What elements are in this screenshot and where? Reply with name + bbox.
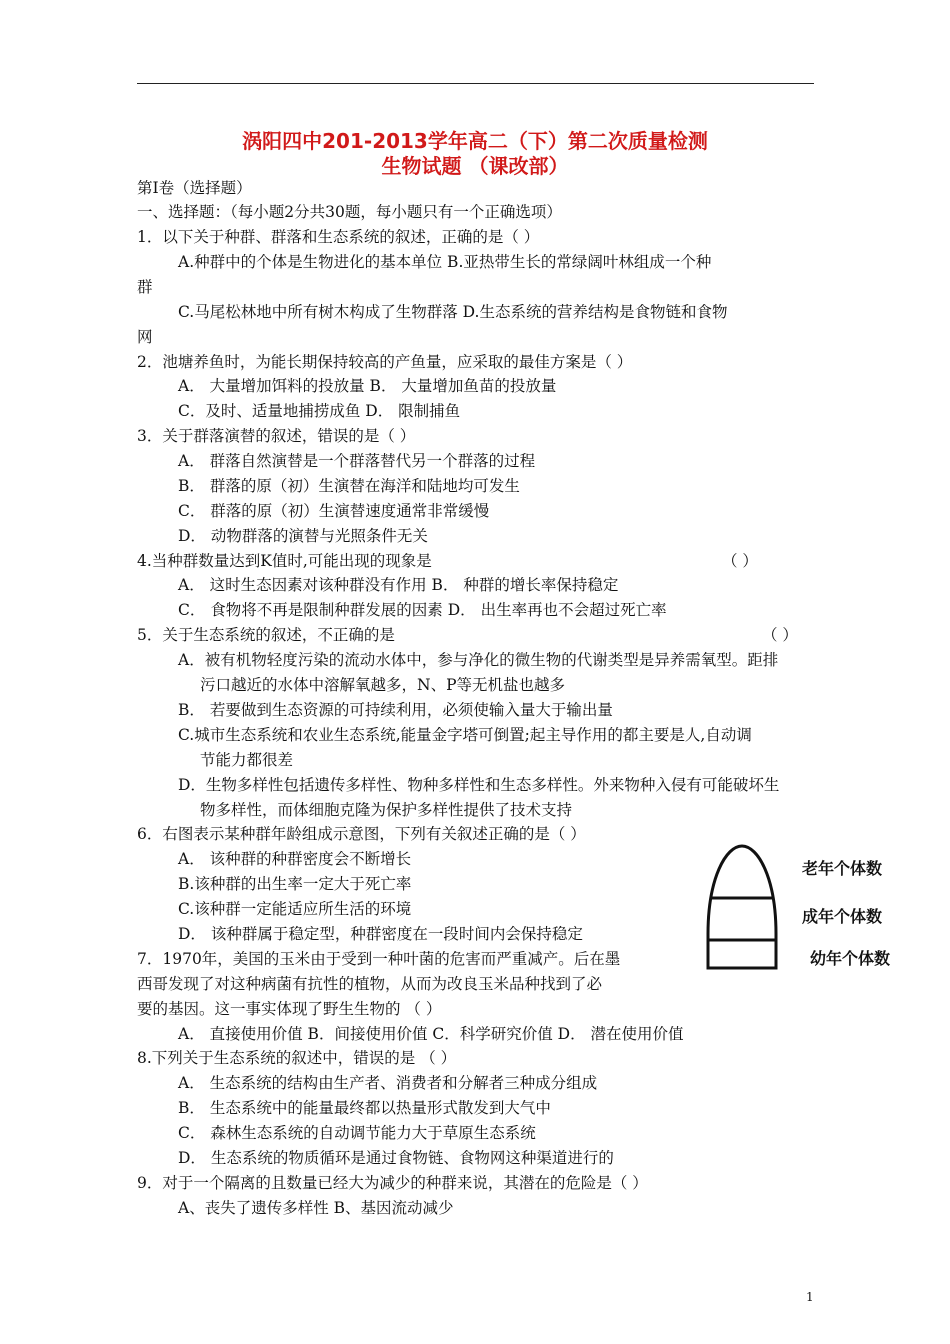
q4-stem: 4.当种群数量达到K值时,可能出现的现象是: [137, 552, 432, 570]
q9-options-ab: A、丧失了遗传多样性 B、基因流动减少: [178, 1199, 454, 1217]
q2-options-cd: C．及时、适量地捕捞成鱼 D． 限制捕鱼: [178, 402, 461, 420]
q6-option-b: B.该种群的出生率一定大于死亡率: [178, 875, 412, 893]
q4-bracket: （ ）: [722, 552, 758, 570]
q5-option-c-2: 节能力都很差: [200, 751, 294, 769]
q7-line-1: 7．1970年，美国的玉米由于受到一种叶菌的危害而严重减产。后在墨: [137, 950, 621, 968]
q5-option-b: B． 若要做到生态资源的可持续利用，必须使输入量大于输出量: [178, 701, 613, 719]
q1-options-ab: A.种群中的个体是生物进化的基本单位 B.亚热带生长的常绿阔叶林组成一个种: [178, 253, 712, 271]
header-rule: [137, 83, 814, 84]
q3-stem: 3．关于群落演替的叙述，错误的是（ ）: [137, 427, 416, 445]
q1-options-cd: C.马尾松林地中所有树木构成了生物群落 D.生态系统的营养结构是食物链和食物: [178, 303, 728, 321]
age-pyramid-diagram: [680, 838, 895, 978]
title-line-2: 生物试题 （课改部）: [381, 154, 569, 178]
q4-options-ab: A． 这时生态因素对该种群没有作用 B． 种群的增长率保持稳定: [178, 576, 619, 594]
part-header: 一、选择题：（每小题2分共30题，每小题只有一个正确选项）: [137, 203, 562, 221]
q6-stem: 6．右图表示某种群年龄组成示意图，下列有关叙述正确的是（ ）: [137, 825, 586, 843]
q8-stem: 8.下列关于生态系统的叙述中，错误的是 （ ）: [137, 1049, 457, 1067]
q3-option-b: B． 群落的原（初）生演替在海洋和陆地均可发生: [178, 477, 520, 495]
q2-options-ab: A． 大量增加饵料的投放量 B． 大量增加鱼苗的投放量: [178, 377, 557, 395]
q7-options: A． 直接使用价值 B．间接使用价值 C．科学研究价值 D． 潜在使用价值: [178, 1025, 684, 1043]
q8-option-d: D． 生态系统的物质循环是通过食物链、食物网这种渠道进行的: [178, 1149, 614, 1167]
q3-option-d: D． 动物群落的演替与光照条件无关: [178, 527, 428, 545]
q5-option-a-2: 污口越近的水体中溶解氧越多，N、P等无机盐也越多: [200, 676, 565, 694]
q7-line-3: 要的基因。这一事实体现了野生生物的 （ ）: [137, 1000, 442, 1018]
q7-line-2: 西哥发现了对这种病菌有抗性的植物，从而为改良玉米品种找到了必: [137, 975, 603, 993]
q4-options-cd: C． 食物将不再是限制种群发展的因素 D． 出生率再也不会超过死亡率: [178, 601, 667, 619]
q6-option-d: D． 该种群属于稳定型，种群密度在一段时间内会保持稳定: [178, 925, 583, 943]
section-heading: 第Ⅰ卷（选择题）: [137, 179, 252, 197]
q8-option-c: C． 森林生态系统的自动调节能力大于草原生态系统: [178, 1124, 536, 1142]
age-pyramid-figure: [680, 838, 895, 978]
label-old: 老年个体数: [802, 859, 883, 878]
q9-stem: 9．对于一个隔离的且数量已经大为减少的种群来说，其潜在的危险是（ ）: [137, 1174, 648, 1192]
q5-option-c-1: C.城市生态系统和农业生态系统,能量金字塔可倒置;起主导作用的都主要是人,自动调: [178, 726, 752, 744]
q3-option-c: C． 群落的原（初）生演替速度通常非常缓慢: [178, 502, 490, 520]
q8-option-b: B． 生态系统中的能量最终都以热量形式散发到大气中: [178, 1099, 551, 1117]
q8-option-a: A． 生态系统的结构由生产者、消费者和分解者三种成分组成: [178, 1074, 598, 1092]
label-adult: 成年个体数: [802, 907, 883, 926]
q6-option-c: C.该种群一定能适应所生活的环境: [178, 900, 412, 918]
title-line-1: 涡阳四中201-2013学年高二（下）第二次质量检测: [242, 129, 708, 153]
q1-wrap-2: 网: [137, 328, 153, 346]
q5-option-d-2: 物多样性，而体细胞克隆为保护多样性提供了技术支持: [200, 801, 573, 819]
q2-stem: 2．池塘养鱼时，为能长期保持较高的产鱼量，应采取的最佳方案是（ ）: [137, 353, 633, 371]
q1-wrap-1: 群: [137, 278, 153, 296]
page-number: 1: [806, 1290, 814, 1304]
q1-stem: 1．以下关于种群、群落和生态系统的叙述，正确的是（ ）: [137, 228, 540, 246]
q5-option-d-1: D．生物多样性包括遗传多样性、物种多样性和生态多样性。外来物种入侵有可能破坏生: [178, 776, 780, 794]
q5-bracket: （ ）: [762, 626, 798, 644]
q3-option-a: A． 群落自然演替是一个群落替代另一个群落的过程: [178, 452, 536, 470]
q5-option-a-1: A．被有机物轻度污染的流动水体中，参与净化的微生物的代谢类型是异养需氧型。距排: [178, 651, 779, 669]
label-young: 幼年个体数: [810, 949, 891, 968]
q6-option-a: A． 该种群的种群密度会不断增长: [178, 850, 412, 868]
pyramid-outline: [708, 846, 776, 968]
q5-stem: 5．关于生态系统的叙述，不正确的是: [137, 626, 395, 644]
